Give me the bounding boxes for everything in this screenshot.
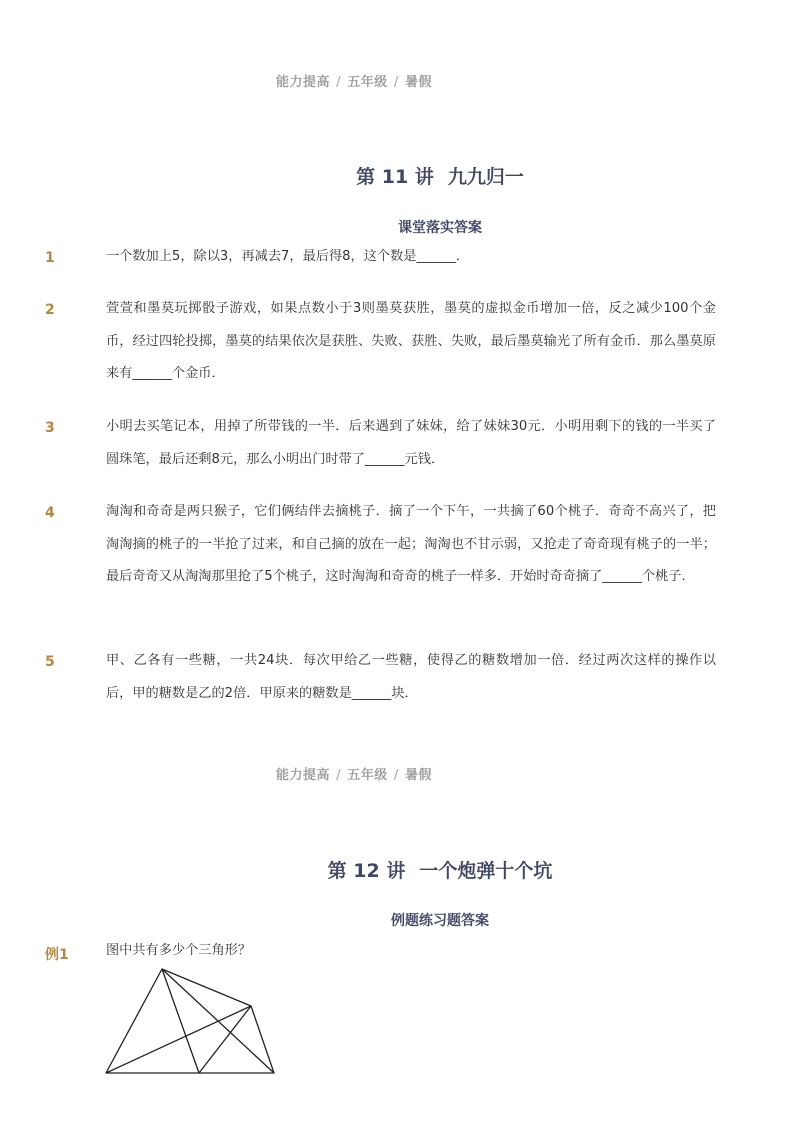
problem-text: 甲、乙各有一些糖，一共24块．每次甲给乙一些糖，使得乙的糖数增加一倍．经过两次这样的操作以后，甲的糖数是乙的2倍．甲原来的糖数是______块．: [106, 653, 716, 701]
breadcrumb: [0, 764, 708, 783]
diagonal-line: [199, 1006, 251, 1073]
problem-text: 小明去买笔记本，用掉了所带钱的一半．后来遇到了妹妹，给了妹妹30元．小明用剩下的钱的一半买了圆珠笔，最后还剩8元，那么小明出门时带了______元钱．: [106, 419, 716, 467]
lecture-number: 第 12 讲: [327, 860, 406, 882]
lecture-number: 第 11 讲: [356, 166, 434, 188]
breadcrumb-item: 五年级: [347, 75, 388, 90]
problem-text: 图中共有多少个三角形？: [106, 943, 252, 958]
breadcrumb-separator: /: [393, 75, 399, 90]
outer-quadrilateral: [106, 969, 274, 1073]
lecture-name: 九九归一: [447, 166, 524, 188]
problem-text: 淘淘和奇奇是两只猴子，它们俩结伴去摘桃子．摘了一个下午，一共摘了60个桃子．奇奇不高兴了，把淘淘摘的桃子的一半抢了过来，和自己摘的放在一起；淘淘也不甘示弱，又抢走了奇奇现有桃子的一半；最后奇奇又从淘淘那里抢了5个桃子，这时淘淘和奇奇的桃子一样多．开始时奇奇摘了______个桃子．: [106, 504, 716, 584]
problem-number: 例1: [45, 947, 69, 963]
problem-number: 3: [45, 420, 55, 436]
lecture-title: [0, 162, 800, 189]
section-title: 例题练习题答案: [391, 913, 489, 929]
lecture-title: [0, 856, 800, 883]
breadcrumb-item: 五年级: [347, 768, 388, 783]
problem-number: 5: [45, 654, 55, 670]
breadcrumb-item: 暑假: [405, 768, 433, 783]
diagonal-line: [162, 969, 199, 1073]
breadcrumb-separator: /: [393, 768, 399, 783]
breadcrumb-separator: /: [335, 768, 342, 783]
breadcrumb: [0, 71, 708, 90]
diagonal-line: [162, 969, 274, 1073]
problem-text: 一个数加上5，除以3，再减去7，最后得8，这个数是______．: [106, 249, 470, 264]
problem-text: 萱萱和墨莫玩掷骰子游戏，如果点数小于3则墨莫获胜，墨莫的虚拟金币增加一倍，反之减少100个金币，经过四轮投掷，墨莫的结果依次是获胜、失败、获胜、失败，最后墨莫输光了所有金币．那么墨莫原来有______个金币．: [106, 301, 716, 381]
section-title: 课堂落实答案: [398, 220, 482, 236]
problem-number: 2: [45, 302, 55, 318]
problem-number: 1: [45, 250, 55, 266]
breadcrumb-separator: /: [335, 75, 342, 90]
breadcrumb-item: 能力提高: [275, 768, 330, 783]
problem-number: 4: [45, 505, 55, 521]
lecture-name: 一个炮弹十个坑: [419, 860, 553, 882]
triangle-figure: [100, 965, 282, 1083]
breadcrumb-item: 暑假: [405, 75, 433, 90]
breadcrumb-item: 能力提高: [275, 75, 330, 90]
triangle-diagram: [100, 965, 282, 1079]
